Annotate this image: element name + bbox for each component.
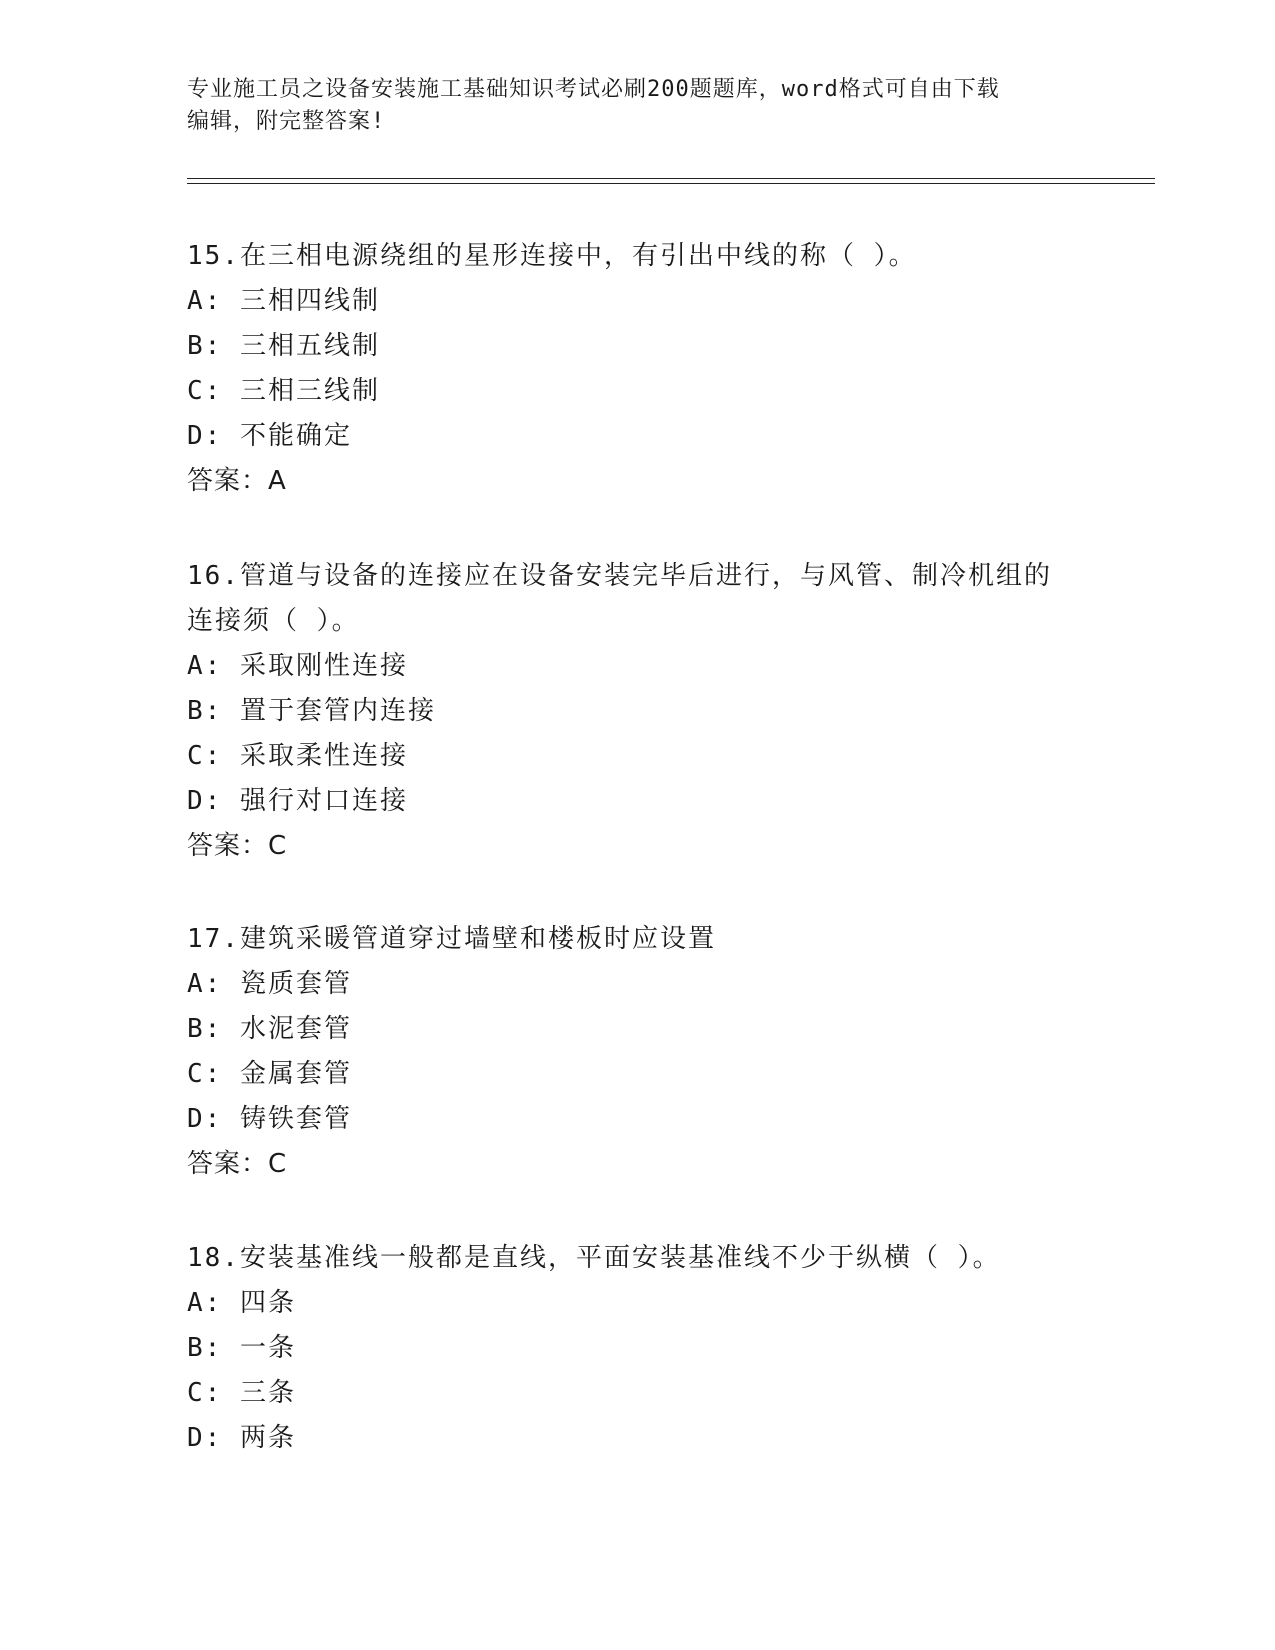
question-stem: 18.安装基准线一般都是直线，平面安装基准线不少于纵横（ ）。 — [187, 1243, 1001, 1273]
document-header — [187, 74, 1087, 138]
option-d: D: 两条 — [187, 1423, 296, 1453]
option-d: D: 强行对口连接 — [187, 786, 408, 816]
option-a: A: 瓷质套管 — [187, 969, 352, 999]
option-b: B: 一条 — [187, 1333, 296, 1363]
question-18 — [187, 1236, 1087, 1461]
header-divider-bottom — [187, 183, 1155, 184]
option-b: B: 水泥套管 — [187, 1014, 352, 1044]
option-a: A: 采取刚性连接 — [187, 651, 408, 681]
answer-line: 答案：C — [187, 1149, 288, 1179]
option-d: D: 铸铁套管 — [187, 1104, 352, 1134]
option-c: C: 金属套管 — [187, 1059, 352, 1089]
option-a: A: 三相四线制 — [187, 286, 380, 316]
header-line-1: 专业施工员之设备安装施工基础知识考试必刷200题题库，word格式可自由下载 — [187, 77, 1000, 102]
question-17 — [187, 917, 1087, 1187]
option-b: B: 三相五线制 — [187, 331, 380, 361]
option-c: C: 采取柔性连接 — [187, 741, 408, 771]
option-d: D: 不能确定 — [187, 421, 352, 451]
question-16 — [187, 554, 1087, 869]
answer-line: 答案：C — [187, 831, 288, 861]
question-stem-continued: 连接须（ ）。 — [187, 606, 360, 636]
answer-line: 答案：A — [187, 466, 287, 496]
header-line-2: 编辑，附完整答案! — [187, 109, 386, 134]
question-stem: 16.管道与设备的连接应在设备安装完毕后进行，与风管、制冷机组的 — [187, 561, 1052, 591]
question-stem: 15.在三相电源绕组的星形连接中，有引出中线的称（ ）。 — [187, 241, 917, 271]
question-15 — [187, 234, 1087, 504]
option-c: C: 三条 — [187, 1378, 296, 1408]
option-c: C: 三相三线制 — [187, 376, 380, 406]
question-stem: 17.建筑采暖管道穿过墙壁和楼板时应设置 — [187, 924, 716, 954]
option-b: B: 置于套管内连接 — [187, 696, 436, 726]
option-a: A: 四条 — [187, 1288, 296, 1318]
header-divider-top — [187, 178, 1155, 179]
